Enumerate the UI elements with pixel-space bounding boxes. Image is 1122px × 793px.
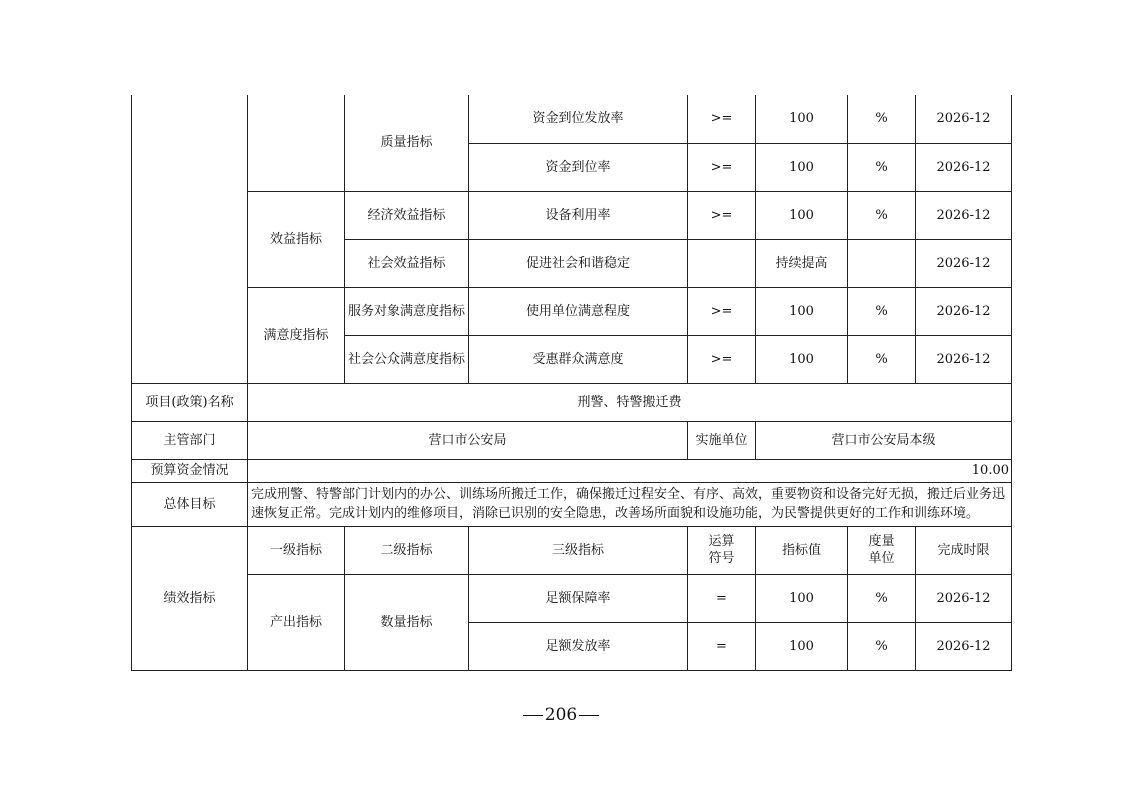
unit-cell xyxy=(848,239,916,287)
department-row xyxy=(132,421,1012,459)
continued-blank-cell xyxy=(132,95,248,383)
operator-cell: = xyxy=(688,574,756,622)
table-row xyxy=(132,191,1012,239)
operator-cell: >= xyxy=(688,95,756,143)
unit-cell: % xyxy=(848,191,916,239)
value-cell: 100 xyxy=(756,287,848,335)
project-name-row xyxy=(132,383,1012,421)
header-level3: 三级指标 xyxy=(469,526,688,574)
level3-cell: 足额发放率 xyxy=(469,622,688,670)
unit-cell: % xyxy=(848,574,916,622)
header-unit-line2: 单位 xyxy=(868,551,895,566)
operator-cell: >= xyxy=(688,191,756,239)
level1-cell: 满意度指标 xyxy=(248,287,345,383)
unit-cell: % xyxy=(848,287,916,335)
unit-cell: % xyxy=(848,95,916,143)
level1-cell xyxy=(248,95,345,191)
deadline-cell: 2026-12 xyxy=(916,95,1012,143)
level3-cell: 资金到位率 xyxy=(469,143,688,191)
footer-dash-left xyxy=(523,715,543,716)
level3-cell: 足额保障率 xyxy=(469,574,688,622)
overall-goal-row xyxy=(132,482,1012,526)
budget-value: 10.00 xyxy=(248,459,1012,482)
implementing-unit-label: 实施单位 xyxy=(688,421,756,459)
value-cell: 100 xyxy=(756,191,848,239)
header-operator xyxy=(688,526,756,574)
level1-cell: 产出指标 xyxy=(248,574,345,670)
level3-cell: 设备利用率 xyxy=(469,191,688,239)
operator-cell: >= xyxy=(688,287,756,335)
header-level1: 一级指标 xyxy=(248,526,345,574)
header-level2: 二级指标 xyxy=(345,526,469,574)
value-cell: 100 xyxy=(756,143,848,191)
project-name-value: 刑警、特警搬迁费 xyxy=(248,383,1012,421)
operator-cell: >= xyxy=(688,143,756,191)
footer-dash-right xyxy=(579,715,599,716)
value-cell: 持续提高 xyxy=(756,239,848,287)
overall-goal-label: 总体目标 xyxy=(132,482,248,526)
level3-cell: 资金到位发放率 xyxy=(469,95,688,143)
level2-cell: 服务对象满意度指标 xyxy=(345,287,469,335)
level2-cell: 社会效益指标 xyxy=(345,239,469,287)
project-name-label: 项目(政策)名称 xyxy=(132,383,248,421)
level2-cell: 经济效益指标 xyxy=(345,191,469,239)
overall-goal-text: 完成刑警、特警部门计划内的办公、训练场所搬迁工作，确保搬迁过程安全、有序、高效，重要物资和设备完好无损，搬迁后业务迅速恢复正常。完成计划内的维修项目，消除已识别的安全隐患，改善场所面貌和设施功能，为民警提供更好的工作和训练环境。 xyxy=(248,482,1012,526)
unit-cell: % xyxy=(848,143,916,191)
value-cell: 100 xyxy=(756,335,848,383)
level3-cell: 使用单位满意程度 xyxy=(469,287,688,335)
operator-cell xyxy=(688,239,756,287)
deadline-cell: 2026-12 xyxy=(916,335,1012,383)
budget-label: 预算资金情况 xyxy=(132,459,248,482)
value-cell: 100 xyxy=(756,574,848,622)
level2-cell: 社会公众满意度指标 xyxy=(345,335,469,383)
operator-cell: >= xyxy=(688,335,756,383)
table-row xyxy=(132,574,1012,622)
deadline-cell: 2026-12 xyxy=(916,239,1012,287)
unit-cell: % xyxy=(848,335,916,383)
header-unit-line1: 度量 xyxy=(868,534,895,549)
deadline-cell: 2026-12 xyxy=(916,622,1012,670)
performance-table xyxy=(131,95,1012,671)
value-cell: 100 xyxy=(756,622,848,670)
deadline-cell: 2026-12 xyxy=(916,191,1012,239)
performance-label: 绩效指标 xyxy=(132,526,248,670)
level1-cell: 效益指标 xyxy=(248,191,345,287)
table-row xyxy=(132,95,1012,143)
level2-cell: 质量指标 xyxy=(345,95,469,191)
table-row xyxy=(132,287,1012,335)
level3-cell: 促进社会和谐稳定 xyxy=(469,239,688,287)
header-value: 指标值 xyxy=(756,526,848,574)
header-unit xyxy=(848,526,916,574)
unit-cell: % xyxy=(848,622,916,670)
deadline-cell: 2026-12 xyxy=(916,143,1012,191)
header-deadline: 完成时限 xyxy=(916,526,1012,574)
value-cell: 100 xyxy=(756,95,848,143)
department-value: 营口市公安局 xyxy=(248,421,688,459)
header-operator-line2: 符号 xyxy=(708,551,735,566)
page-number: 206 xyxy=(544,705,578,725)
deadline-cell: 2026-12 xyxy=(916,574,1012,622)
operator-cell: = xyxy=(688,622,756,670)
department-label: 主管部门 xyxy=(132,421,248,459)
header-operator-line1: 运算 xyxy=(708,534,735,549)
page-footer xyxy=(0,705,1122,725)
implementing-unit-value: 营口市公安局本级 xyxy=(756,421,1012,459)
deadline-cell: 2026-12 xyxy=(916,287,1012,335)
level3-cell: 受惠群众满意度 xyxy=(469,335,688,383)
level2-cell: 数量指标 xyxy=(345,574,469,670)
performance-header-row xyxy=(132,526,1012,574)
budget-row xyxy=(132,459,1012,482)
